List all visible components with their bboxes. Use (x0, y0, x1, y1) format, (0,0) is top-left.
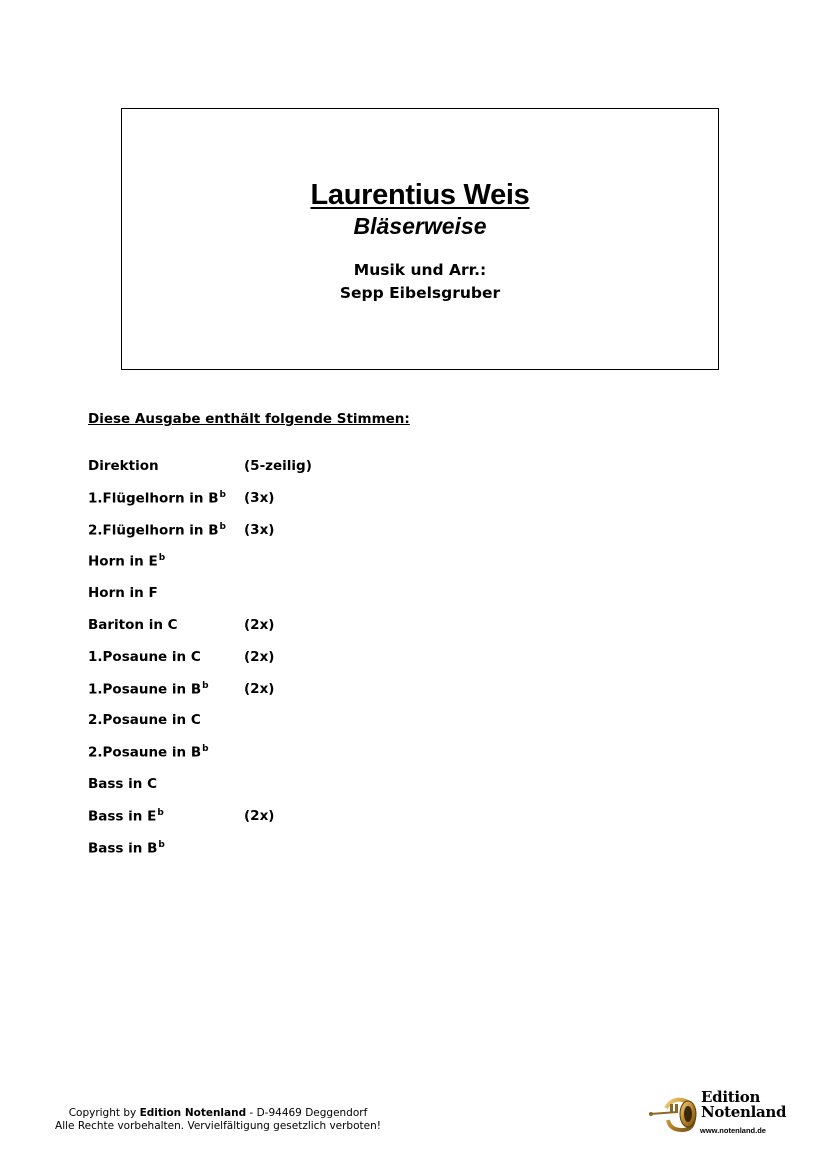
flugelhorn-icon (648, 1090, 700, 1136)
piece-title: Laurentius Weis (310, 179, 530, 211)
part-count: (5-zeilig) (244, 458, 312, 474)
copyright-line (52, 1107, 384, 1120)
part-name (88, 553, 165, 570)
composer-name: Sepp Eibelsgruber (339, 284, 501, 302)
part-name (88, 712, 201, 728)
part-name-text: 2.Posaune in C (88, 712, 201, 729)
part-name (88, 840, 165, 857)
part-name (88, 744, 209, 761)
credit-label: Musik und Arr.: (353, 261, 487, 279)
part-name (88, 458, 159, 474)
part-name-text: 1.Flügelhorn in B (88, 490, 219, 507)
logo-line-2: Notenland (701, 1103, 787, 1121)
part-name-text: Bass in B (88, 840, 158, 857)
part-count: (3x) (244, 489, 275, 506)
part-name-text: 2.Posaune in B (88, 744, 202, 761)
publisher-logo (648, 1088, 787, 1138)
part-name-text: 1.Posaune in C (88, 648, 201, 665)
part-name-text: Horn in E (88, 553, 158, 570)
logo-line-1: Edition (701, 1088, 761, 1106)
part-name (88, 808, 164, 825)
part-name-text: Horn in F (88, 585, 158, 602)
logo-url: www.notenland.de (700, 1126, 766, 1135)
part-name-text: Bass in C (88, 775, 158, 792)
part-name-text: Direktion (88, 458, 159, 474)
flat-sign: b (202, 744, 209, 755)
title-box (121, 108, 719, 370)
flat-sign: b (219, 521, 226, 532)
part-name (88, 649, 201, 665)
copyright-prefix: Copyright by (68, 1107, 137, 1119)
part-name (88, 585, 158, 601)
flat-sign: b (158, 839, 165, 850)
publisher-name: Edition Notenland (139, 1107, 247, 1119)
part-name-text: 2.Flügelhorn in B (88, 522, 219, 539)
piece-subtitle: Bläserweise (353, 213, 487, 239)
part-name (88, 681, 209, 698)
flat-sign: b (158, 553, 166, 564)
part-count: (3x) (244, 521, 275, 538)
flat-sign: b (157, 807, 164, 818)
part-count: (2x) (244, 680, 275, 697)
parts-heading: Diese Ausgabe enthält folgende Stimmen: (88, 411, 410, 427)
part-name (88, 776, 157, 792)
flat-sign: b (219, 489, 226, 500)
flat-sign: b (202, 680, 209, 691)
copyright-footer (52, 1107, 384, 1133)
part-name (88, 617, 178, 633)
part-name (88, 522, 226, 539)
part-name-text: Bass in E (88, 808, 157, 825)
part-name-text: Bariton in C (88, 616, 178, 633)
logo-text (701, 1090, 786, 1120)
part-name-text: 1.Posaune in B (88, 681, 202, 698)
part-count: (2x) (244, 648, 275, 665)
part-count: (2x) (244, 616, 275, 633)
part-count: (2x) (244, 807, 275, 824)
publisher-address: - D-94469 Deggendorf (249, 1107, 368, 1119)
part-name (88, 490, 226, 507)
rights-line: Alle Rechte vorbehalten. Vervielfältigung gesetzlich verboten! (55, 1120, 381, 1132)
